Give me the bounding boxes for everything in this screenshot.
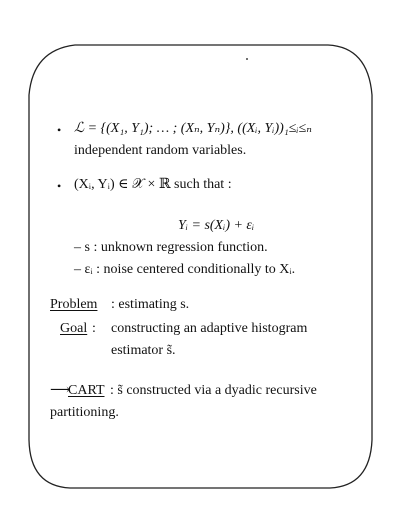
bullet-1-glyph: • [57, 123, 62, 137]
regression-equation: Yᵢ = s(Xᵢ) + εᵢ [178, 218, 255, 233]
speck [246, 58, 248, 60]
goal-text-line-1: constructing an adaptive histogram [111, 321, 308, 336]
sample-description: independent random variables. [74, 143, 247, 158]
model-statement: (Xᵢ, Yᵢ) ∈ 𝒳 × ℝ such that : [74, 177, 232, 192]
problem-text: : estimating s. [111, 297, 190, 312]
goal-text-line-2: estimator s̃. [111, 343, 176, 358]
goal-colon: : [92, 321, 96, 336]
sub-item-epsilon: – εᵢ : noise centered conditionally to Xᵢ. [74, 262, 296, 277]
problem-label: Problem [50, 297, 98, 312]
bullet-2-glyph: • [57, 179, 62, 193]
cart-text-line-1: : s̃ constructed via a dyadic recursive [110, 383, 317, 398]
sample-definition: ℒ = {(X₁, Y₁); … ; (Xₙ, Yₙ)}, ((Xᵢ, Yᵢ))₁≤ᵢ≤ₙ [74, 121, 312, 136]
arrow-icon: ⟶ [50, 383, 71, 398]
cart-label: CART [68, 383, 105, 398]
sub-item-s: – s : unknown regression function. [74, 240, 268, 255]
goal-label: Goal [60, 321, 88, 336]
cart-text-line-2: partitioning. [50, 405, 119, 420]
